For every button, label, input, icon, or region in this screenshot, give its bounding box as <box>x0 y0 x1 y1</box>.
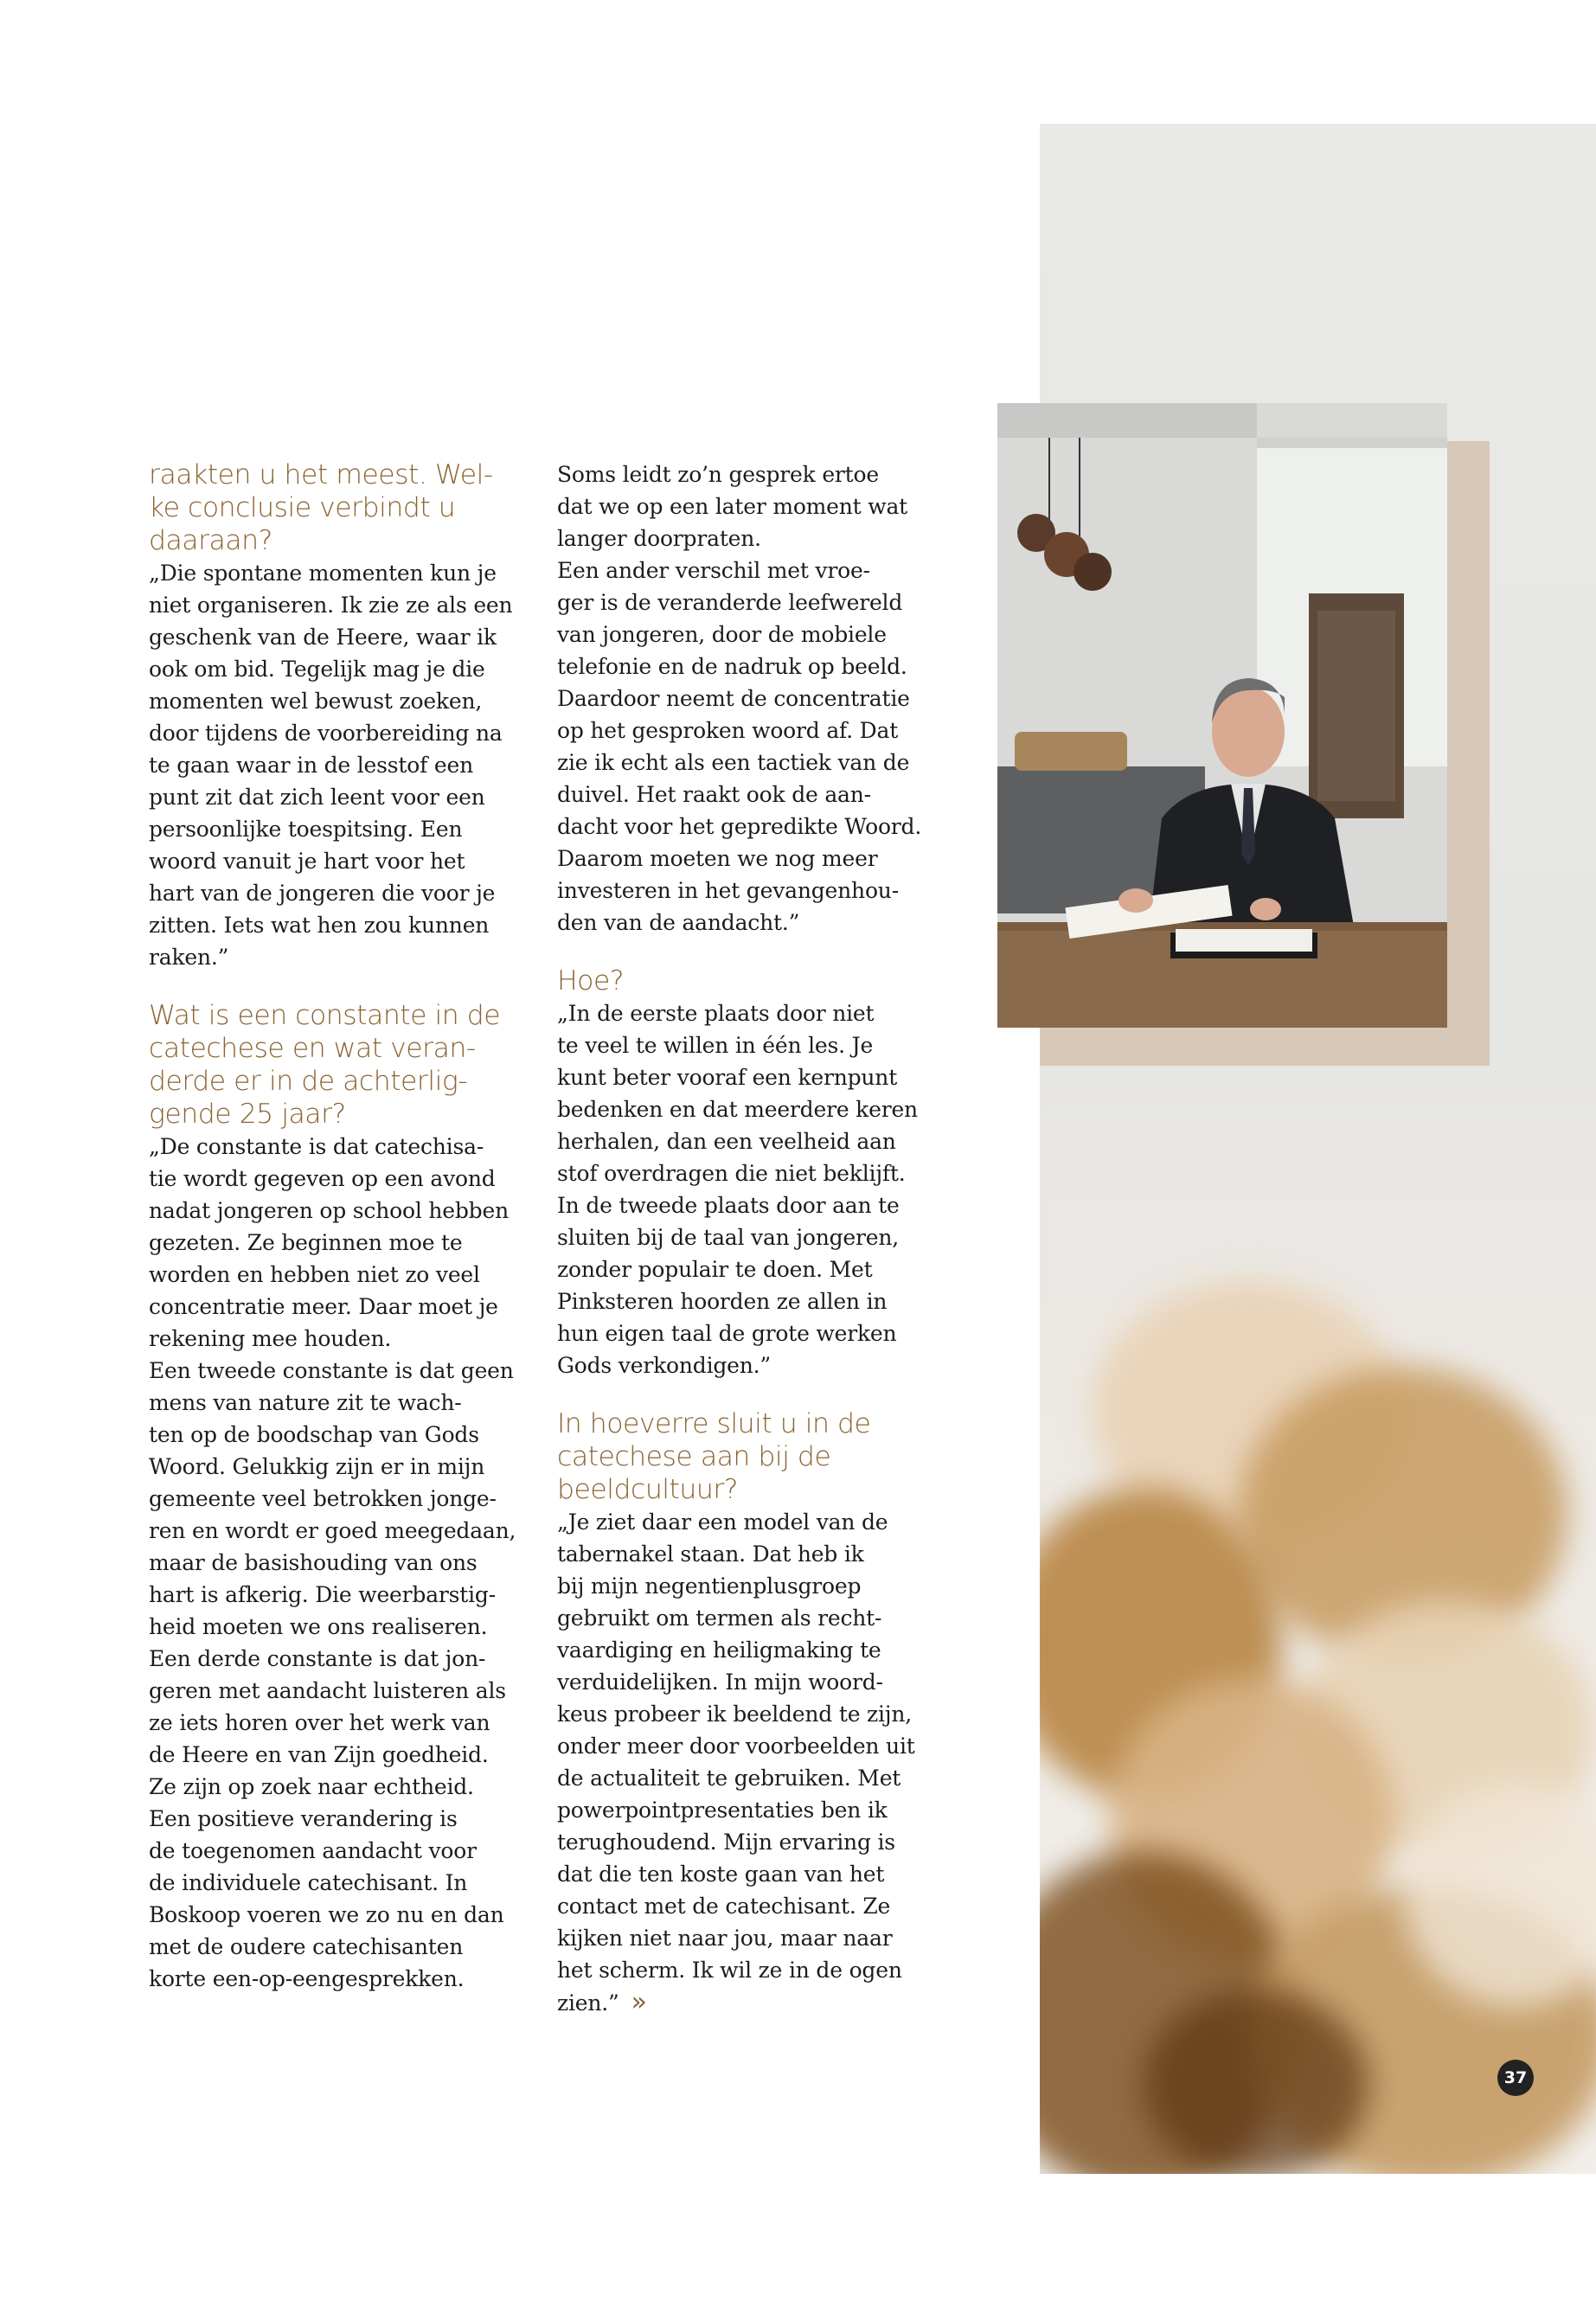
page-number-badge: 37 <box>1497 2060 1534 2096</box>
answer-paragraph: „Je ziet daar een model van de tabernakel staan. Dat heb ik bij mijn negentienplusgroep gebruikt om termen als recht- vaardiging en heiligmaking te verduidelijken. In mijn woord- keus probeer ik beeldend te zijn, onder meer door voorbeelden uit de actualiteit te gebruiken. Met powerpointpresentaties ben ik terughoudend. Mijn ervaring is dat die ten koste gaan van het contact met de catechisant. Ze kijken niet naar jou, maar naar het scherm. Ik wil ze in de ogen zien.” » <box>557 1509 915 2017</box>
answer-paragraph: „In de eerste plaats door niet te veel te willen in één les. Je kunt beter vooraf een kernpunt bedenken en dat meerdere keren herhalen, dan een veelheid aan stof overdragen die niet beklijft. In de tweede plaats door aan te sluiten bij de taal van jongeren, zonder populair te doen. Met Pinksteren hoorden ze allen in hun eigen taal de grote werken Gods verkondigen.” <box>557 1001 918 1378</box>
answer-paragraph: „De constante is dat catechisa- tie wordt gegeven op een avond nadat jongeren op school hebben gezeten. Ze beginnen moe te worden en hebben niet zo veel concentratie meer. Daar moet je rekening mee houden. Een tweede constante is dat geen mens van nature zit te wach- ten op de boodschap van Gods Woord. Gelukkig zijn er in mijn gemeente veel betrokken jonge- ren en wordt er goed meegedaan, maar de basishouding van ons hart is afkerig. Die weerbarstig- heid moeten we ons realiseren. Een derde constante is dat jon- geren met aandacht luisteren als ze iets horen over het werk van de Heere en van Zijn goedheid. Ze zijn op zoek naar echtheid. Een positieve verandering is de toegenomen aandacht voor de individuele catechisant. In Boskoop voeren we zo nu en dan met de oudere catechisanten korte een-op-eengesprekken. <box>149 1134 516 1991</box>
portrait-photo <box>997 403 1447 1028</box>
text-column-left <box>149 458 529 1995</box>
question-heading: Wat is een constante in de catechese en wat veran- derde er in de achterlig- gende 25 jaar? <box>149 1000 501 1130</box>
question-heading: In hoeverre sluit u in de catechese aan bij de beeldcultuur? <box>557 1408 871 1505</box>
answer-paragraph: „Die spontane momenten kun je niet organiseren. Ik zie ze als een geschenk van de Heere, waar ik ook om bid. Tegelijk mag je die momenten wel bewust zoeken, door tijdens de voorbereiding na te gaan waar in de lesstof een punt zit dat zich leent voor een persoonlijke toespitsing. Een woord vanuit je hart voor het hart van de jongeren die voor je zitten. Iets wat hen zou kunnen raken.” <box>149 561 513 970</box>
question-heading: raakten u het meest. Wel- ke conclusie verbindt u daaraan? <box>149 459 493 556</box>
answer-paragraph: Soms leidt zo’n gesprek ertoe dat we op een later moment wat langer doorpraten. Een ander verschil met vroe- ger is de veranderde leefwereld van jongeren, door de mobiele telefonie en de nadruk op beeld. Daardoor neemt de concentratie op het gesproken woord af. Dat zie ik echt als een tactiek van de duivel. Het raakt ook de aan- dacht voor het gepredikte Woord. Daarom moeten we nog meer investeren in het gevangenhou- den van de aandacht.” <box>557 462 922 935</box>
end-mark-icon: » <box>631 1987 647 2017</box>
question-heading: Hoe? <box>557 965 625 997</box>
flower-photo <box>1040 1228 1596 2174</box>
text-column-right <box>557 458 938 2019</box>
